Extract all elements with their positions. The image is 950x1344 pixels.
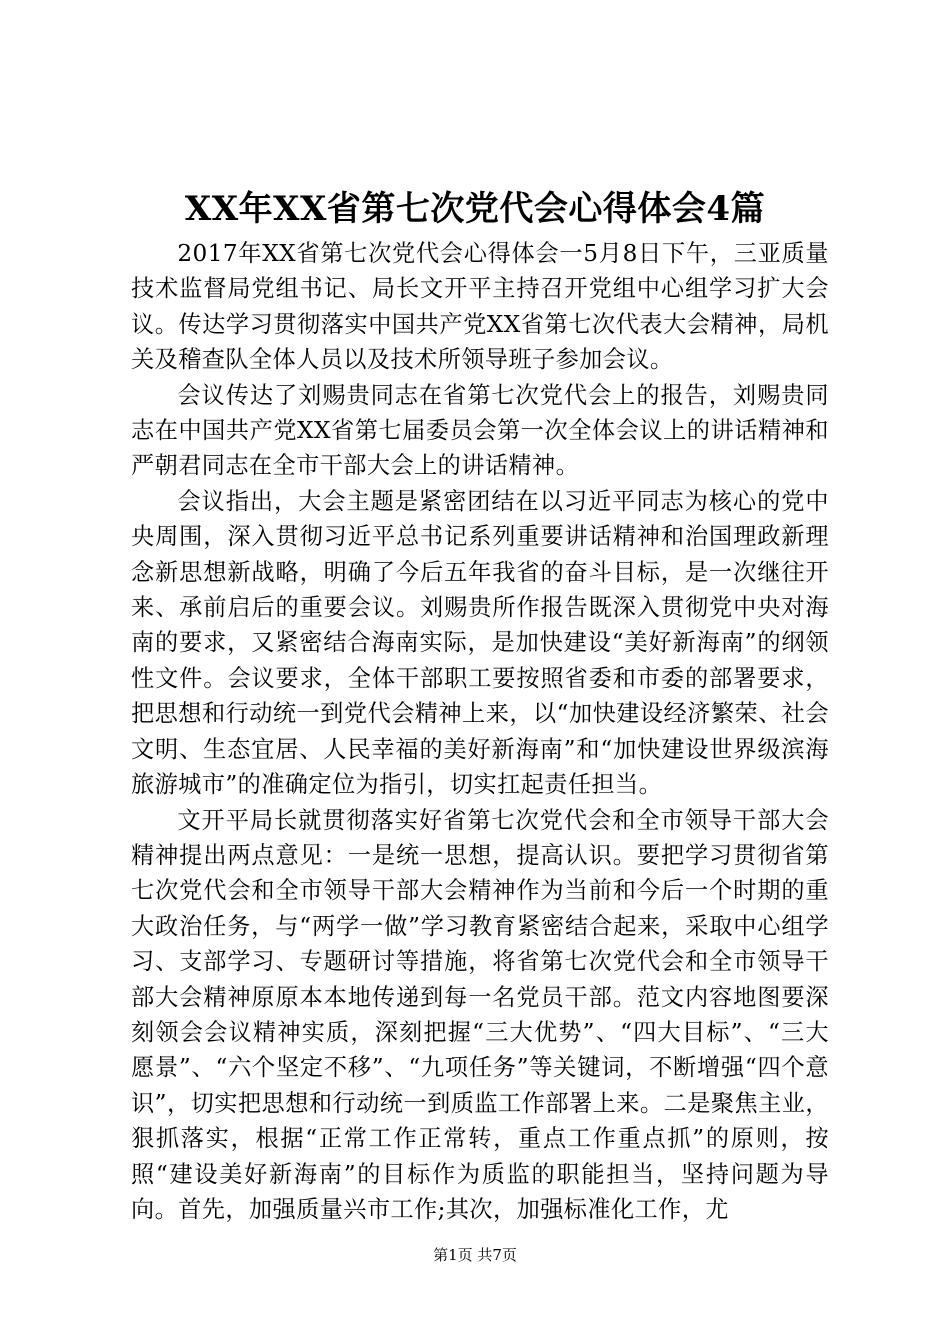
document-body: [131, 236, 829, 1227]
page-number-footer: 第1页 共7页: [433, 1246, 517, 1264]
paragraph-3: 会议指出，大会主题是紧密团结在以习近平同志为核心的党中央周围，深入贯彻习近平总书记系列重要讲话精神和治国理政新理念新思想新战略，明确了今后五年我省的奋斗目标，是一次继往开来、承前启后的重要会议。刘赐贵所作报告既深入贯彻党中央对海南的要求，又紧密结合海南实际，是加快建设“美好新海南”的纲领性文件。会议要求，全体干部职工要按照省委和市委的部署要求，把思想和行动统一到党代会精神上来，以“加快建设经济繁荣、社会文明、生态宜居、人民幸福的美好新海南”和“加快建设世界级滨海旅游城市”的准确定位为指引，切实扛起责任担当。: [131, 487, 829, 799]
paragraph-4: 文开平局长就贯彻落实好省第七次党代会和全市领导干部大会精神提出两点意见：一是统一思想，提高认识。要把学习贯彻省第七次党代会和全市领导干部大会精神作为当前和今后一个时期的重大政治任务，与“两学一做”学习教育紧密结合起来，采取中心组学习、支部学习、专题研讨等措施，将省第七次党代会和全市领导干部大会精神原原本本地传递到每一名党员干部。范文内容地图要深刻领会会议精神实质，深刻把握“三大优势”、“四大目标”、“三大愿景”、“六个坚定不移”、“九项任务”等关键词，不断增强“四个意识”，切实把思想和行动统一到质监工作部署上来。二是聚焦主业，狠抓落实，根据“正常工作正常转，重点工作重点抓”的原则，按照“建设美好新海南”的目标作为质监的职能担当，坚持问题为导向。首先，加强质量兴市工作;其次，加强标准化工作，尤: [131, 806, 829, 1223]
document-title: XX年XX省第七次党代会心得体会4篇: [184, 189, 766, 229]
paragraph-1: 2017年XX省第七次党代会心得体会一5月8日下午，三亚质量技术监督局党组书记、局长文开平主持召开党组中心组学习扩大会议。传达学习贯彻落实中国共产党XX省第七次代表大会精神，局机关及稽查队全体人员以及技术所领导班子参加会议。: [131, 240, 829, 374]
paragraph-2: 会议传达了刘赐贵同志在省第七次党代会上的报告，刘赐贵同志在中国共产党XX省第七届委员会第一次全体会议上的讲话精神和严朝君同志在全市干部大会上的讲话精神。: [131, 381, 829, 480]
